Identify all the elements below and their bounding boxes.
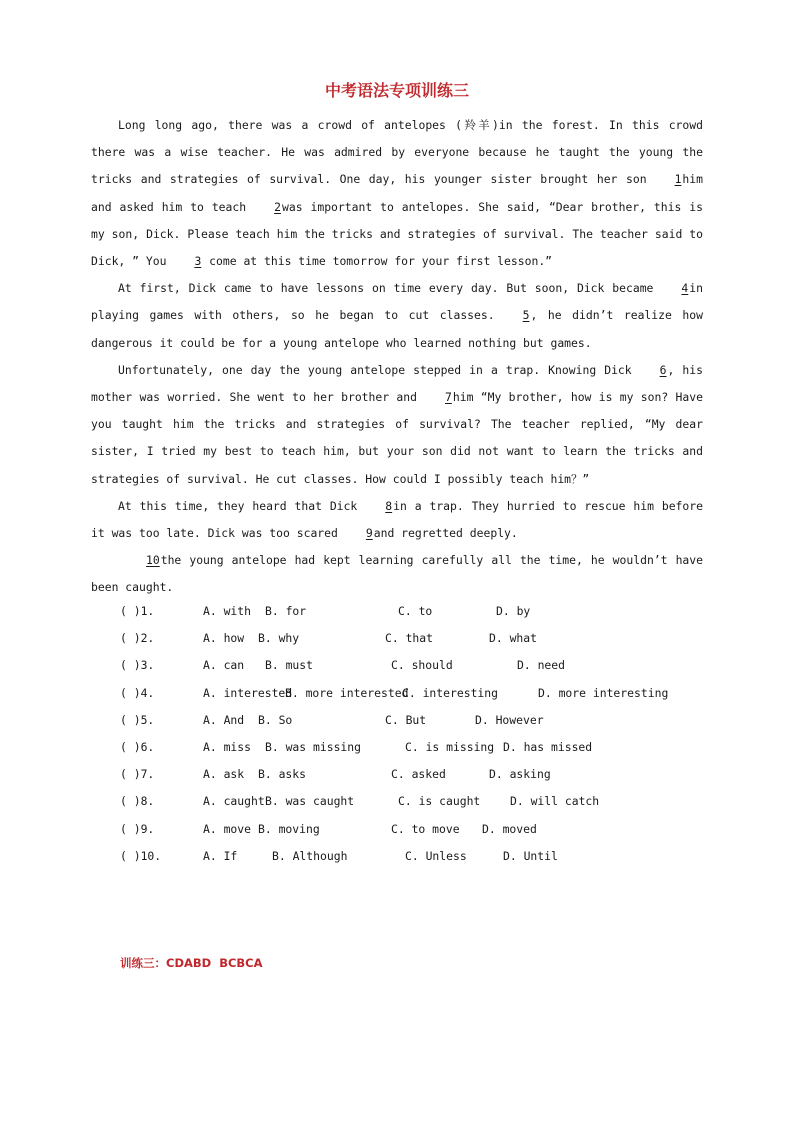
question-number: ( )3. [120,658,155,673]
option-c: C. But [385,712,427,727]
option-a: A. And [203,712,245,727]
option-d: D. asking [489,767,551,782]
option-d: D. However [475,712,544,727]
option-c: C. should [391,658,453,673]
option-b: B. asks [258,767,307,782]
option-c: C. to move [391,821,460,836]
question-number: ( )7. [120,767,155,782]
option-b: B. was caught [265,794,355,809]
passage-text: and regretted deeply. [373,526,518,541]
option-d: D. Until [503,848,558,863]
option-c: C. asked [391,767,446,782]
passage-text: come at this time tomorrow for your first lesson.” [202,254,553,269]
blank-4: 4 [681,281,689,296]
option-a: A. can [203,658,245,673]
option-d: D. by [496,604,531,618]
option-b: B. So [258,712,293,727]
option-c: C. is missing [405,739,495,754]
option-d: D. more interesting [538,685,669,700]
option-a: A. interested [203,685,293,700]
blank-10: 10 [146,553,160,568]
blank-5: 5 [522,308,530,323]
question-number: ( )5. [120,712,155,727]
blank-2: 2 [274,199,281,214]
question-number: ( )8. [120,794,155,809]
passage-text: in playing games with others, so he began to cut classes. [91,281,703,323]
option-d: D. will catch [510,794,600,809]
passage-text: him “My brother, how is my son? Have you taught him the tricks and strategies of survival? The teacher replied, “My dear sister, I tried my best to teach him, but your son did not want to learn the tricks and strategies of survival. He cut classes. How could I possibly teach him？” [91,390,703,486]
option-c: C. that [385,631,434,646]
reading-passage [91,112,703,602]
passage-text: in a trap. They hurried to rescue him before it was too late. Dick was too scared [91,498,703,541]
option-a: A. how [203,631,245,646]
option-d: D. moved [482,821,537,836]
passage-text: Unfortunately, one day the young antelope stepped in a trap. Knowing Dick [118,362,632,377]
option-d: D. what [489,631,538,646]
option-b: B. more interested [285,685,409,700]
option-b: B. why [258,631,300,646]
option-d: D. has missed [503,739,593,754]
option-a: A. ask [203,767,245,782]
option-a: A. miss [203,739,252,754]
option-b: B. for [265,604,307,618]
option-b: B. must [265,658,314,673]
answer-key: 训练三：CDABD BCBCA [120,956,263,970]
option-a: A. If [203,848,238,863]
blank-7: 7 [445,390,452,405]
paragraph-3 [91,357,703,493]
option-c: C. Unless [405,848,467,863]
blank-3: 3 [194,254,202,269]
option-c: C. interesting [402,685,499,700]
option-b: B. Although [272,848,348,863]
passage-text: , he didn’t realize how dangerous it could be for a young antelope who learned nothing but games. [91,308,703,350]
option-a: A. move [203,821,252,836]
question-number: ( )4. [120,685,155,700]
passage-text: At this time, they heard that Dick [118,498,358,513]
question-number: ( )2. [120,631,155,646]
question-number: ( )9. [120,821,155,836]
passage-text: Long long ago, there was a crowd of antelopes (羚羊)in the forest. In this crowd there was a wise teacher. He was admired by everyone because he taught the young the tricks and strategies of survival. One day, his younger sister brought her son [91,118,703,187]
page-title: 中考语法专项训练三 [324,81,469,100]
passage-text: was important to antelopes. She said, “Dear brother, this is my son, Dick. Please teach him the tricks and strategies of survival. The teacher said to Dick, ” You [91,199,704,269]
question-number: ( )6. [120,739,155,754]
paragraph-5 [91,547,703,601]
option-b: B. was missing [265,739,362,754]
option-a: A. caught [203,794,265,809]
passage-text: At first, Dick came to have lessons on time every day. But soon, Dick became [118,281,654,296]
option-b: B. moving [258,821,320,836]
paragraph-4 [91,493,703,547]
blank-8: 8 [385,498,393,513]
question-number: ( )10. [120,848,162,863]
option-d: D. need [517,658,566,673]
option-c: C. is caught [398,794,481,809]
passage-text: the young antelope had kept learning carefully all the time, he wouldn’t have been caught. [91,553,703,595]
blank-6: 6 [659,362,667,377]
option-c: C. to [398,604,433,618]
blank-9: 9 [365,526,373,541]
question-number: ( )1. [120,604,155,618]
passage-text: him and asked him to teach [91,172,703,214]
passage-text: , his mother was worried. She went to her brother and [91,362,703,405]
paragraph-1 [91,112,703,275]
option-a: A. with [203,604,252,618]
blank-1: 1 [674,172,682,187]
paragraph-2 [91,275,703,357]
